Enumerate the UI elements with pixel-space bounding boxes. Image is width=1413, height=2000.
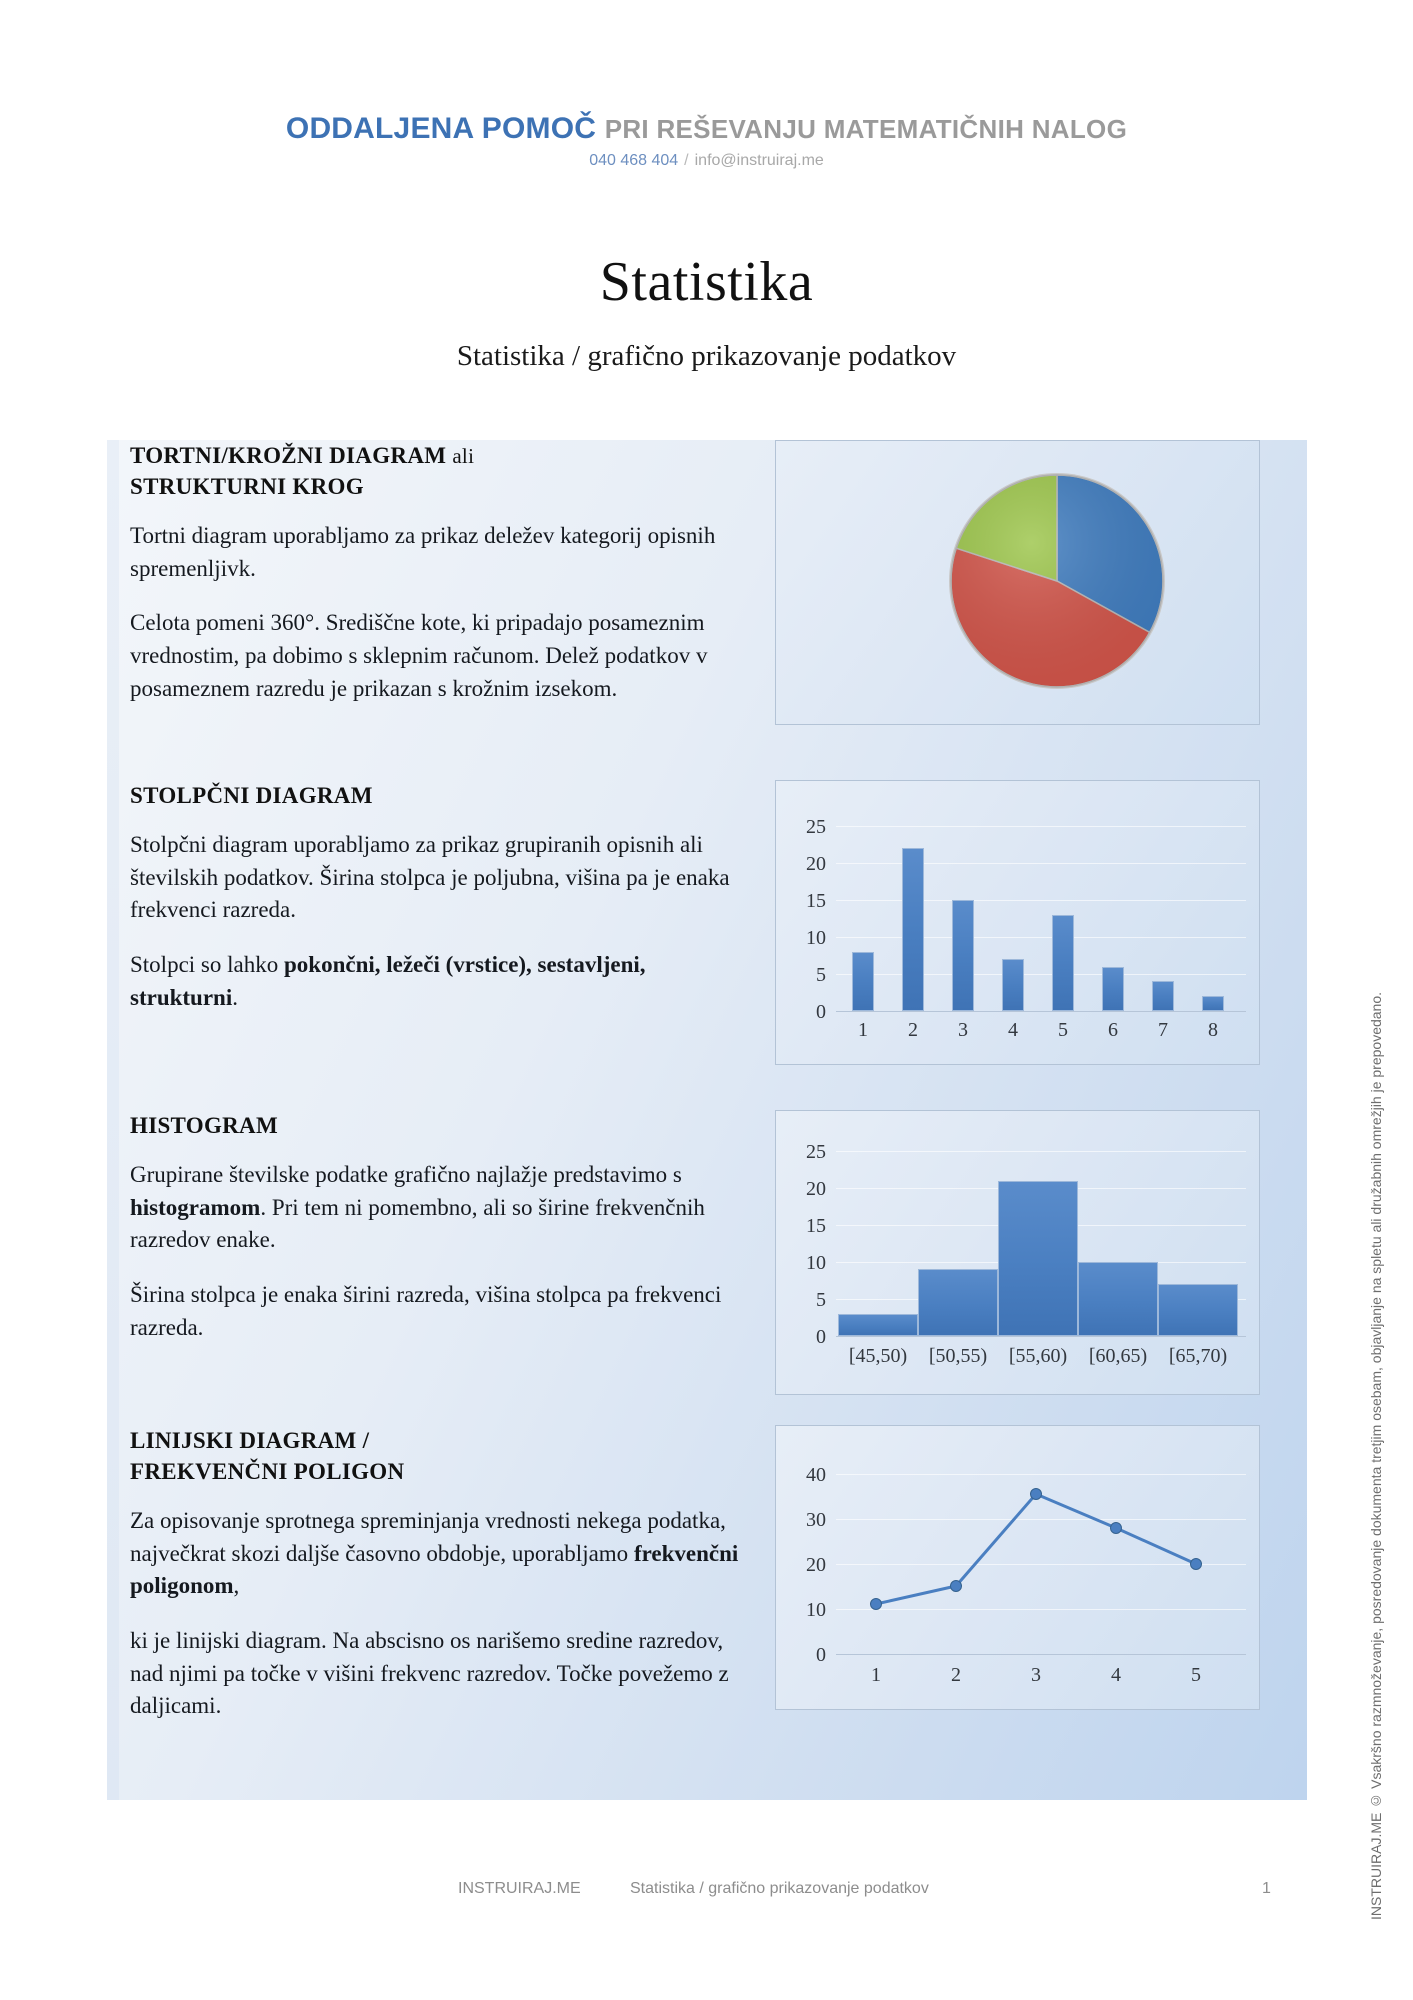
section-pie-paragraph-2: Celota pomeni 360°. Središčne kote, ki pripadajo posameznim vrednostim, pa dobimo s sklepnim računom. Delež podatkov v posameznem razredu je prikazan s krožnim izsekom. — [130, 610, 708, 701]
section-histogram-paragraph-1 — [130, 1159, 750, 1257]
brand-email[interactable]: info@instruiraj.me — [694, 152, 824, 169]
bar-axis-x — [836, 1011, 1246, 1012]
bar-xtick-2: 2 — [908, 1019, 918, 1041]
section-bar-p2-bold: pokončni, ležeči (vrstice), sestavljeni, strukturni — [130, 952, 646, 1010]
hist-xtick-2: [50,55) — [928, 1345, 988, 1367]
line-xtick-3: 3 — [1031, 1664, 1041, 1686]
hist-ytick-0: 0 — [816, 1326, 826, 1348]
line-xtick-2: 2 — [951, 1664, 961, 1686]
bar-gridline-10 — [836, 937, 1246, 938]
sections-container — [107, 440, 1307, 1800]
line-point-5 — [1190, 1558, 1202, 1570]
histogram-bar-4 — [1078, 1262, 1158, 1336]
bar-xtick-3: 3 — [958, 1019, 968, 1041]
hist-ytick-15: 15 — [806, 1215, 826, 1237]
line-point-4 — [1110, 1522, 1122, 1534]
hist-gridline-25 — [836, 1151, 1246, 1152]
frequency-polygon-line — [876, 1494, 1196, 1604]
bar-ytick-5: 5 — [816, 964, 826, 986]
bar-gridline-15 — [836, 900, 1246, 901]
figure-line-chart — [775, 1425, 1260, 1710]
bar-xtick-6: 6 — [1108, 1019, 1118, 1041]
section-line-heading-line2: FREKVENČNI POLIGON — [130, 1459, 405, 1485]
section-pie-heading-main: TORTNI/KROŽNI DIAGRAM — [130, 443, 447, 468]
bar-ytick-20: 20 — [806, 853, 826, 875]
histogram-bar-1 — [838, 1314, 918, 1336]
brand-separator: / — [684, 152, 689, 169]
bar-xtick-1: 1 — [858, 1019, 868, 1041]
brand-phone[interactable]: 040 468 404 — [589, 152, 679, 169]
bar-5 — [1052, 915, 1074, 1011]
line-point-3 — [1030, 1488, 1042, 1500]
brand-name-strong: ODDALJENA POMOČ — [285, 112, 597, 145]
bar-xtick-8: 8 — [1208, 1019, 1218, 1041]
section-pie-paragraph-1: Tortni diagram uporabljamo za prikaz deležev kategorij opisnih spremenljivk. — [130, 523, 716, 581]
bar-xtick-5: 5 — [1058, 1019, 1068, 1041]
section-pie-heading-line2: STRUKTURNI KROG — [130, 474, 364, 500]
section-hist-p1-bold: histogramom — [130, 1194, 261, 1220]
section-hist-p1-pre: Grupirane številske podatke grafično najlažje predstavimo s — [130, 1162, 682, 1188]
line-ytick-30: 30 — [806, 1509, 826, 1531]
figure-bar-chart — [775, 780, 1260, 1065]
line-xtick-1: 1 — [871, 1664, 881, 1686]
line-ytick-10: 10 — [806, 1599, 826, 1621]
section-line-text — [130, 1425, 750, 1723]
hist-ytick-20: 20 — [806, 1178, 826, 1200]
bar-xtick-7: 7 — [1158, 1019, 1168, 1041]
section-histogram-paragraph-2: Širina stolpca je enaka širini razreda, višina stolpca pa frekvenci razreda. — [130, 1282, 722, 1340]
line-xtick-4: 4 — [1111, 1664, 1121, 1686]
figure-histogram — [775, 1110, 1260, 1395]
bar-1 — [852, 952, 874, 1011]
bar-8 — [1202, 996, 1224, 1011]
line-ytick-40: 40 — [806, 1464, 826, 1486]
section-bar-chart — [107, 780, 1307, 1070]
line-xtick-5: 5 — [1191, 1664, 1201, 1686]
bar-xtick-4: 4 — [1008, 1019, 1018, 1041]
section-bar-paragraph-1: Stolpčni diagram uporabljamo za prikaz grupiranih opisnih ali številskih podatkov. Širina stolpca je poljubna, višina pa je enaka frekvenci razreda. — [130, 832, 730, 923]
section-line-p1-bold: frekvenčni poligonom — [130, 1540, 739, 1599]
histogram-bar-3 — [998, 1181, 1078, 1336]
section-pie-heading-light: ali — [452, 444, 475, 468]
section-line-heading-main: LINIJSKI DIAGRAM / — [130, 1428, 370, 1453]
hist-ytick-10: 10 — [806, 1252, 826, 1274]
section-line-paragraph-1 — [130, 1505, 750, 1603]
pie-outline — [951, 475, 1163, 687]
section-bar-text — [130, 780, 750, 1014]
section-line-p1-post: , — [233, 1573, 240, 1599]
section-bar-p2-pre: Stolpci so lahko — [130, 952, 284, 978]
bar-gridline-25 — [836, 826, 1246, 827]
bar-gridline-5 — [836, 974, 1246, 975]
section-histogram-text — [130, 1110, 750, 1344]
footer-title: Statistika / grafično prikazovanje podatkov — [630, 1880, 929, 1897]
hist-axis-x — [836, 1336, 1246, 1337]
bar-6 — [1102, 967, 1124, 1011]
section-pie-chart — [107, 440, 1307, 730]
bar-7 — [1152, 981, 1174, 1011]
bar-ytick-15: 15 — [806, 890, 826, 912]
bar-ytick-0: 0 — [816, 1001, 826, 1023]
section-bar-paragraph-2 — [130, 949, 750, 1014]
section-line-heading — [130, 1425, 750, 1487]
hist-xtick-5: [65,70) — [1168, 1345, 1228, 1367]
line-point-2 — [950, 1580, 962, 1592]
section-histogram — [107, 1110, 1307, 1400]
section-histogram-heading: HISTOGRAM — [130, 1113, 278, 1138]
figure-pie-chart — [775, 440, 1260, 725]
side-copyright-notice: INSTRUIRAJ.ME © Vsakršno razmnoževanje, posredovanje dokumenta tretjim osebam, objavljanje na spletu ali družabnih omrežjih je prepovedano. — [1368, 991, 1384, 1920]
page-subtitle: Statistika / grafično prikazovanje podatkov — [456, 340, 957, 372]
line-ytick-0: 0 — [816, 1644, 826, 1666]
bar-3 — [952, 900, 974, 1011]
hist-xtick-4: [60,65) — [1088, 1345, 1148, 1367]
brand-name-rest: PRI REŠEVANJU MATEMATIČNIH NALOG — [604, 114, 1128, 144]
pie-chart-svg — [776, 441, 1259, 724]
bar-ytick-10: 10 — [806, 927, 826, 949]
bar-gridline-20 — [836, 863, 1246, 864]
hist-xtick-3: [55,60) — [1008, 1345, 1068, 1367]
brand-header — [0, 112, 1413, 170]
footer-page-number: 1 — [1262, 1880, 1271, 1897]
section-pie-text — [130, 440, 750, 705]
bar-ytick-25: 25 — [806, 816, 826, 838]
section-line-paragraph-2: ki je linijski diagram. Na abscisno os narišemo sredine razredov, nad njimi pa točke v višini frekvenc razredov. Točke povežemo z daljicami. — [130, 1628, 729, 1719]
section-line-p1-pre: Za opisovanje sprotnega spreminjanja vrednosti nekega podatka, največkrat skozi daljše časovno obdobje, uporabljamo — [130, 1508, 726, 1566]
brand-contact-line — [0, 152, 1413, 170]
histogram-bar-5 — [1158, 1284, 1238, 1336]
bar-2 — [902, 848, 924, 1011]
hist-ytick-5: 5 — [816, 1289, 826, 1311]
hist-ytick-25: 25 — [806, 1141, 826, 1163]
brand-title-line — [0, 112, 1413, 145]
section-bar-p2-post: . — [232, 984, 238, 1010]
section-pie-heading — [130, 440, 750, 502]
line-ytick-20: 20 — [806, 1554, 826, 1576]
page-footer — [0, 1880, 1413, 1910]
hist-xtick-1: [45,50) — [848, 1345, 908, 1367]
histogram-bar-2 — [918, 1269, 998, 1336]
page-title: Statistika — [599, 251, 814, 313]
line-point-1 — [870, 1598, 882, 1610]
section-line-chart — [107, 1425, 1307, 1725]
section-bar-heading: STOLPČNI DIAGRAM — [130, 783, 373, 808]
section-hist-p1-post: . Pri tem ni pomembno, ali so širine frekvenčnih razredov enake. — [130, 1194, 705, 1253]
bar-4 — [1002, 959, 1024, 1011]
footer-brand: INSTRUIRAJ.ME — [458, 1880, 581, 1897]
